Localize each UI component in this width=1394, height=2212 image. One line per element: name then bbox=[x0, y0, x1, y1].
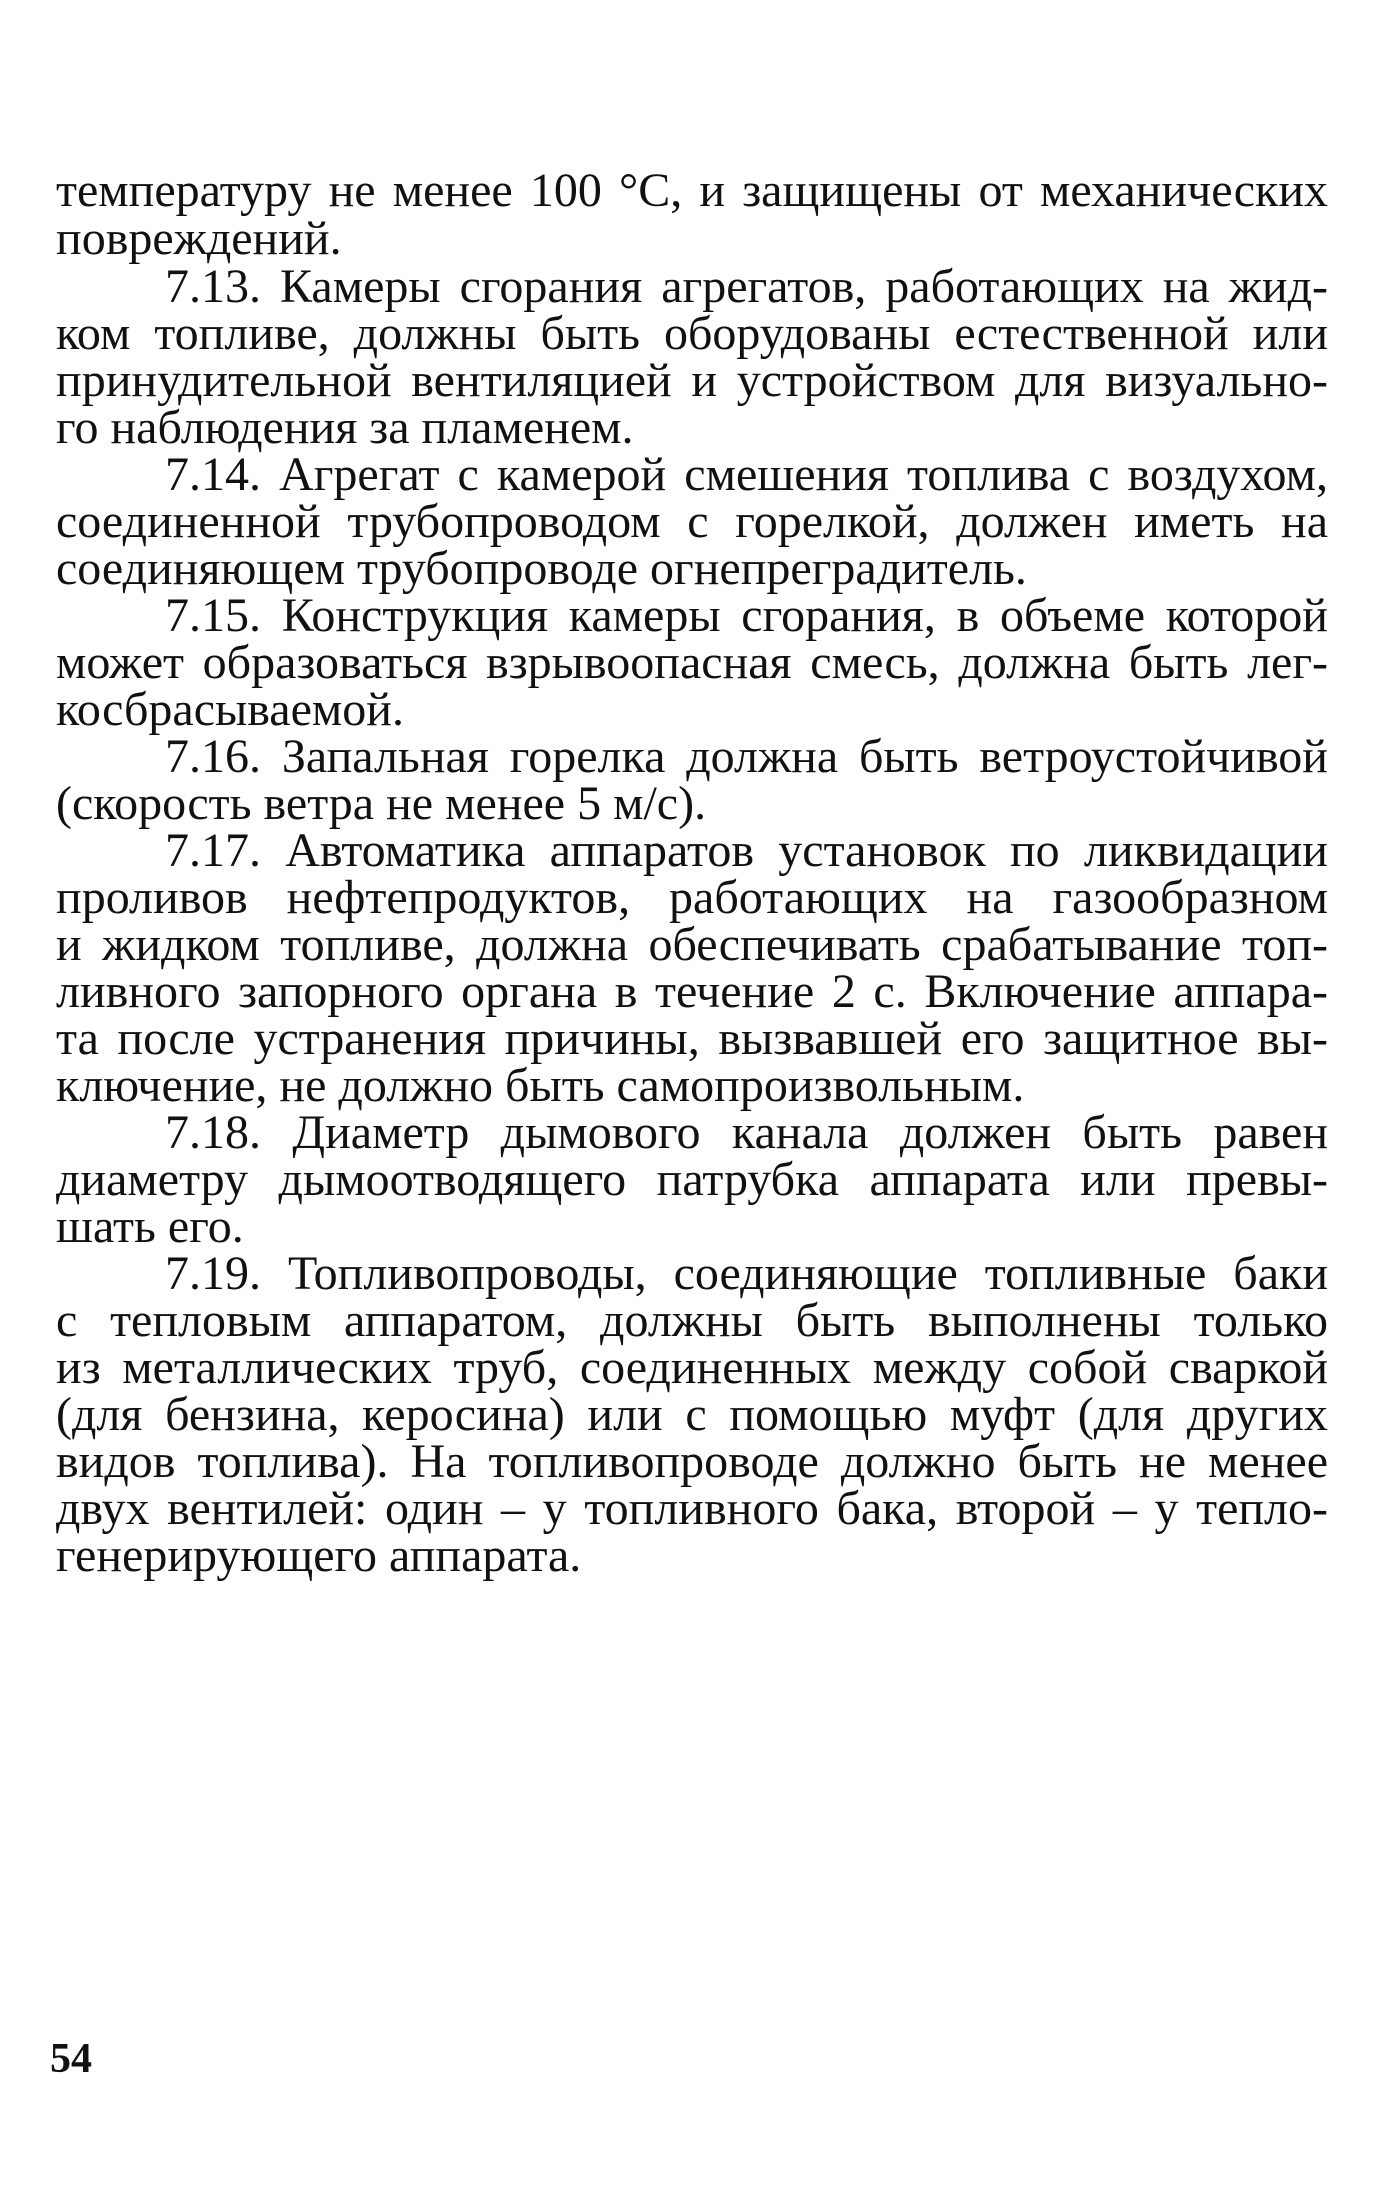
text-line: двух вентилей: один – у топливного бака, второй – у тепло- bbox=[56, 1482, 1328, 1535]
text-line: проливов нефтепродуктов, работающих на газообразном bbox=[56, 871, 1328, 924]
page-number: 54 bbox=[50, 2036, 92, 2082]
text-line: повреждений. bbox=[56, 212, 342, 265]
text-line: генерирующего аппарата. bbox=[56, 1529, 582, 1582]
text-line: соединенной трубопроводом с горелкой, должен иметь на bbox=[56, 495, 1328, 548]
text-line: с тепловым аппаратом, должны быть выполнены только bbox=[56, 1294, 1328, 1347]
text-line: (скорость ветра не менее 5 м/с). bbox=[56, 777, 707, 830]
text-line: косбрасываемой. bbox=[56, 683, 404, 736]
paragraph-7-18-first-line: 7.18. Диаметр дымового канала должен быть равен bbox=[165, 1106, 1328, 1159]
paragraph-7-15-first-line: 7.15. Конструкция камеры сгорания, в объеме которой bbox=[165, 589, 1328, 642]
text-line: та после устранения причины, вызвавшей его защитное вы- bbox=[56, 1012, 1328, 1065]
paragraph-7-13-first-line: 7.13. Камеры сгорания агрегатов, работающих на жид- bbox=[165, 260, 1328, 313]
text-line: видов топлива). На топливопроводе должно быть не менее bbox=[56, 1435, 1328, 1488]
text-line: из металлических труб, соединенных между собой сваркой bbox=[56, 1341, 1328, 1394]
text-line: может образоваться взрывоопасная смесь, должна быть лег- bbox=[56, 636, 1328, 689]
text-line: ключение, не должно быть самопроизвольным. bbox=[56, 1059, 1025, 1112]
text-line: ком топливе, должны быть оборудованы естественной или bbox=[56, 307, 1328, 360]
text-line: диаметру дымоотводящего патрубка аппарата или превы- bbox=[56, 1153, 1328, 1206]
paragraph-7-19-first-line: 7.19. Топливопроводы, соединяющие топливные баки bbox=[165, 1247, 1328, 1300]
text-line: ливного запорного органа в течение 2 с. Включение аппара- bbox=[56, 965, 1328, 1018]
text-line: го наблюдения за пламенем. bbox=[56, 401, 634, 454]
text-line: шать его. bbox=[56, 1200, 244, 1253]
text-line: принудительной вентиляцией и устройством для визуально- bbox=[56, 354, 1328, 407]
text-line: (для бензина, керосина) или с помощью муфт (для других bbox=[56, 1388, 1328, 1441]
paragraph-7-16-first-line: 7.16. Запальная горелка должна быть ветроустойчивой bbox=[165, 730, 1328, 783]
text-line: температуру не менее 100 °С, и защищены от механических bbox=[56, 164, 1328, 217]
paragraph-7-17-first-line: 7.17. Автоматика аппаратов установок по ликвидации bbox=[165, 824, 1328, 877]
text-line: и жидком топливе, должна обеспечивать срабатывание топ- bbox=[56, 918, 1328, 971]
paragraph-7-14-first-line: 7.14. Агрегат с камерой смешения топлива с воздухом, bbox=[165, 448, 1328, 501]
text-line: соединяющем трубопроводе огнепреградитель. bbox=[56, 542, 1027, 595]
